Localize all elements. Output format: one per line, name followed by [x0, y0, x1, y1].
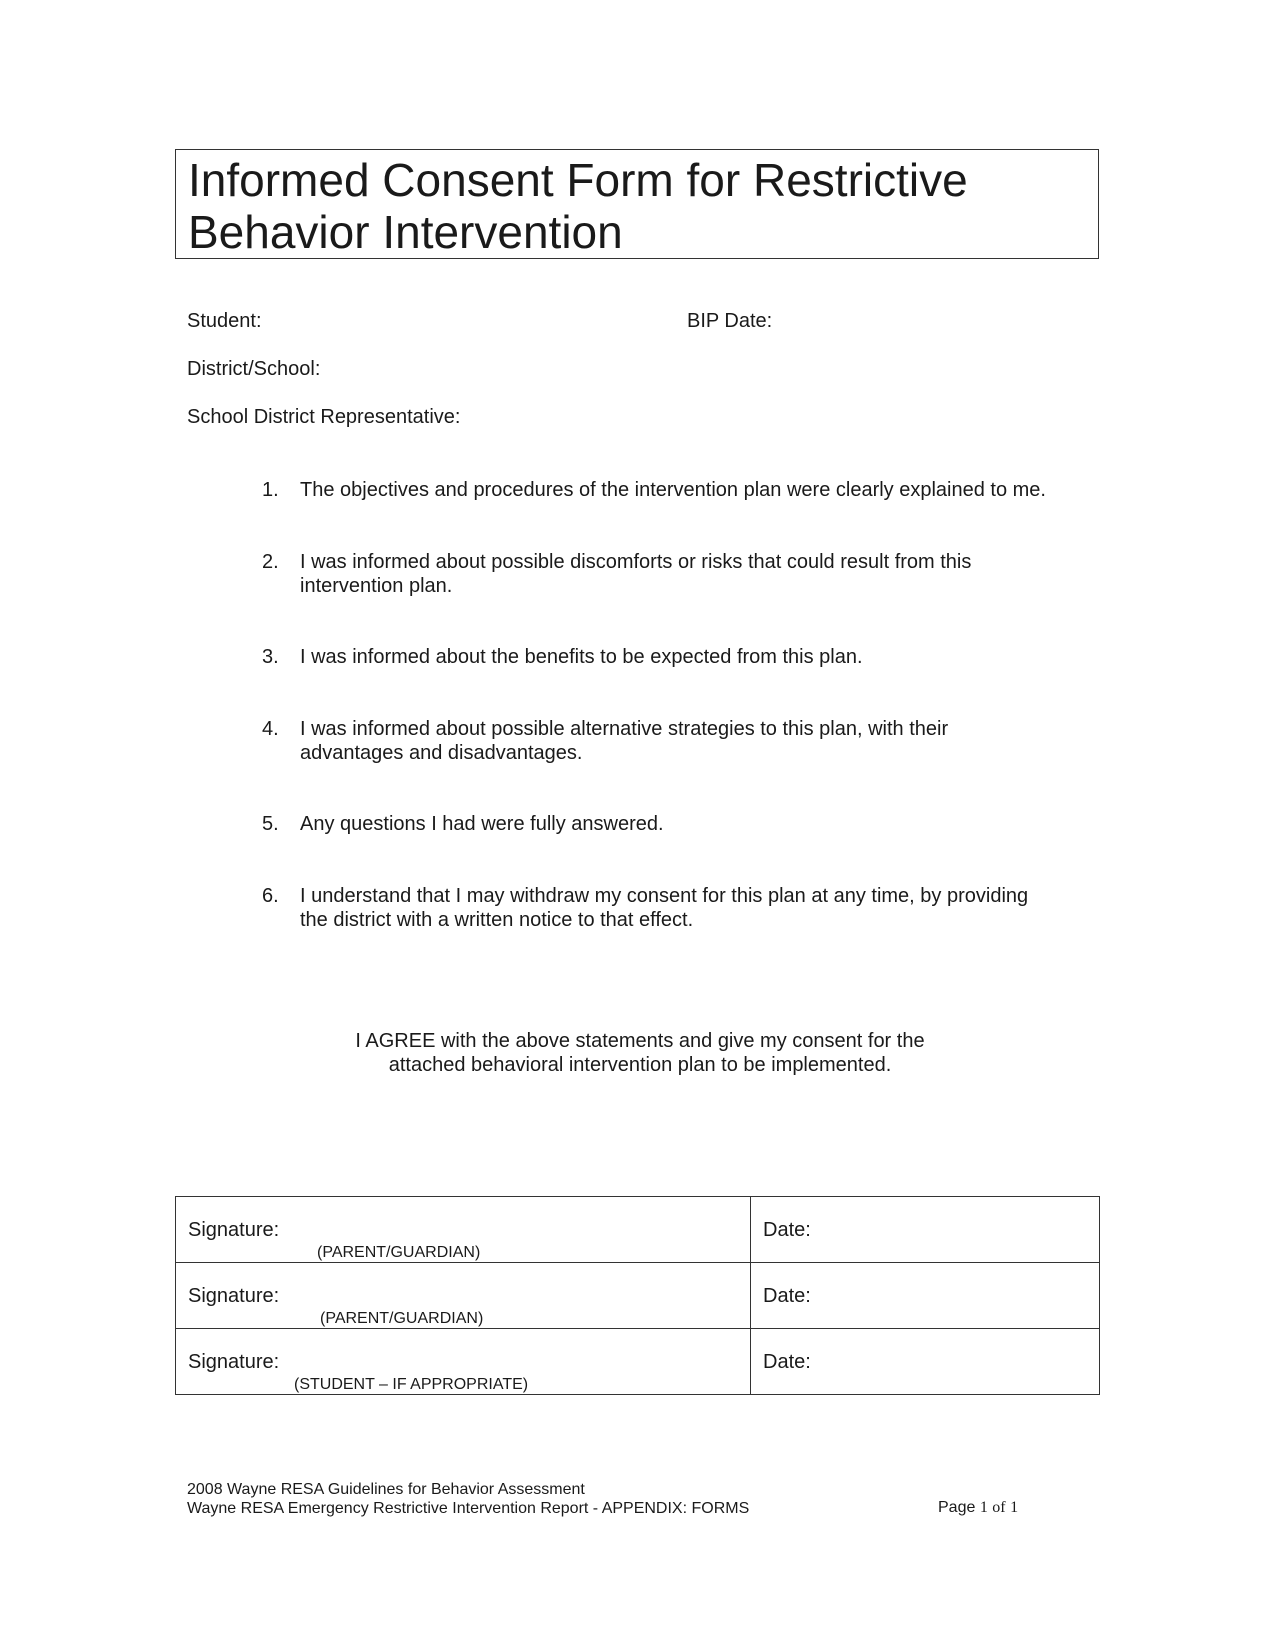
signature-role: (PARENT/GUARDIAN): [320, 1310, 484, 1327]
statement-number: 1.: [262, 479, 279, 501]
statement-text: I understand that I may withdraw my consent for this plan at any time, by providing the district with a written notice to that effect.: [300, 885, 1029, 931]
district-school-field-label: District/School:: [187, 358, 321, 380]
page-footer: [187, 1480, 749, 1518]
statement-text: I was informed about possible alternative strategies to this plan, with their advantages and disadvantages.: [300, 718, 949, 764]
form-title-line-1: Informed Consent Form for Restrictive: [188, 154, 968, 206]
signature-cell[interactable]: [176, 1197, 751, 1263]
consent-statement-2: [262, 550, 1000, 598]
signature-row: [176, 1329, 1100, 1395]
footer-line-1: 2008 Wayne RESA Guidelines for Behavior Assessment: [187, 1481, 585, 1498]
date-label: Date:: [763, 1219, 811, 1241]
signature-row: [176, 1197, 1100, 1263]
signature-label: Signature:: [188, 1219, 280, 1241]
page-total: 1: [1010, 1499, 1019, 1516]
signature-cell[interactable]: [176, 1263, 751, 1329]
statement-text: Any questions I had were fully answered.: [300, 813, 664, 835]
signature-role: (PARENT/GUARDIAN): [317, 1244, 481, 1261]
statement-number: 3.: [262, 646, 279, 668]
signature-table: [175, 1196, 1100, 1395]
consent-statement-1: [262, 478, 1080, 502]
date-cell[interactable]: [751, 1329, 1100, 1395]
statement-number: 6.: [262, 885, 279, 907]
agreement-line-1: I AGREE with the above statements and give my consent for the: [355, 1030, 925, 1052]
page-label: Page: [938, 1499, 976, 1516]
date-label: Date:: [763, 1351, 811, 1373]
footer-line-2: Wayne RESA Emergency Restrictive Intervention Report - APPENDIX: FORMS: [187, 1500, 750, 1517]
agreement-line-2: attached behavioral intervention plan to be implemented.: [388, 1054, 892, 1076]
page-current: 1: [979, 1499, 988, 1516]
representative-field-label: School District Representative:: [187, 406, 461, 428]
bip-date-field-label: BIP Date:: [687, 310, 773, 332]
statement-number: 5.: [262, 813, 279, 835]
agreement-statement: [300, 1029, 980, 1077]
form-title-line-2: Behavior Intervention: [188, 206, 623, 258]
statement-number: 4.: [262, 718, 279, 740]
form-title-box: [175, 149, 1099, 259]
signature-row: [176, 1263, 1100, 1329]
date-label: Date:: [763, 1285, 811, 1307]
consent-statement-5: [262, 812, 1080, 836]
statement-number: 2.: [262, 551, 279, 573]
page-of: of: [992, 1499, 1006, 1516]
statement-text: I was informed about the benefits to be expected from this plan.: [300, 646, 863, 668]
signature-cell[interactable]: [176, 1329, 751, 1395]
page-number: [938, 1499, 1018, 1517]
statement-text: The objectives and procedures of the intervention plan were clearly explained to me.: [300, 479, 1046, 501]
date-cell[interactable]: [751, 1197, 1100, 1263]
consent-statement-3: [262, 645, 1080, 669]
date-cell[interactable]: [751, 1263, 1100, 1329]
statement-text: I was informed about possible discomforts or risks that could result from this intervention plan.: [300, 551, 972, 597]
signature-label: Signature:: [188, 1351, 280, 1373]
consent-statement-4: [262, 717, 980, 765]
student-field-label: Student:: [187, 310, 262, 332]
signature-label: Signature:: [188, 1285, 280, 1307]
consent-statement-6: [262, 884, 1060, 932]
signature-role: (STUDENT – IF APPROPRIATE): [294, 1376, 529, 1393]
